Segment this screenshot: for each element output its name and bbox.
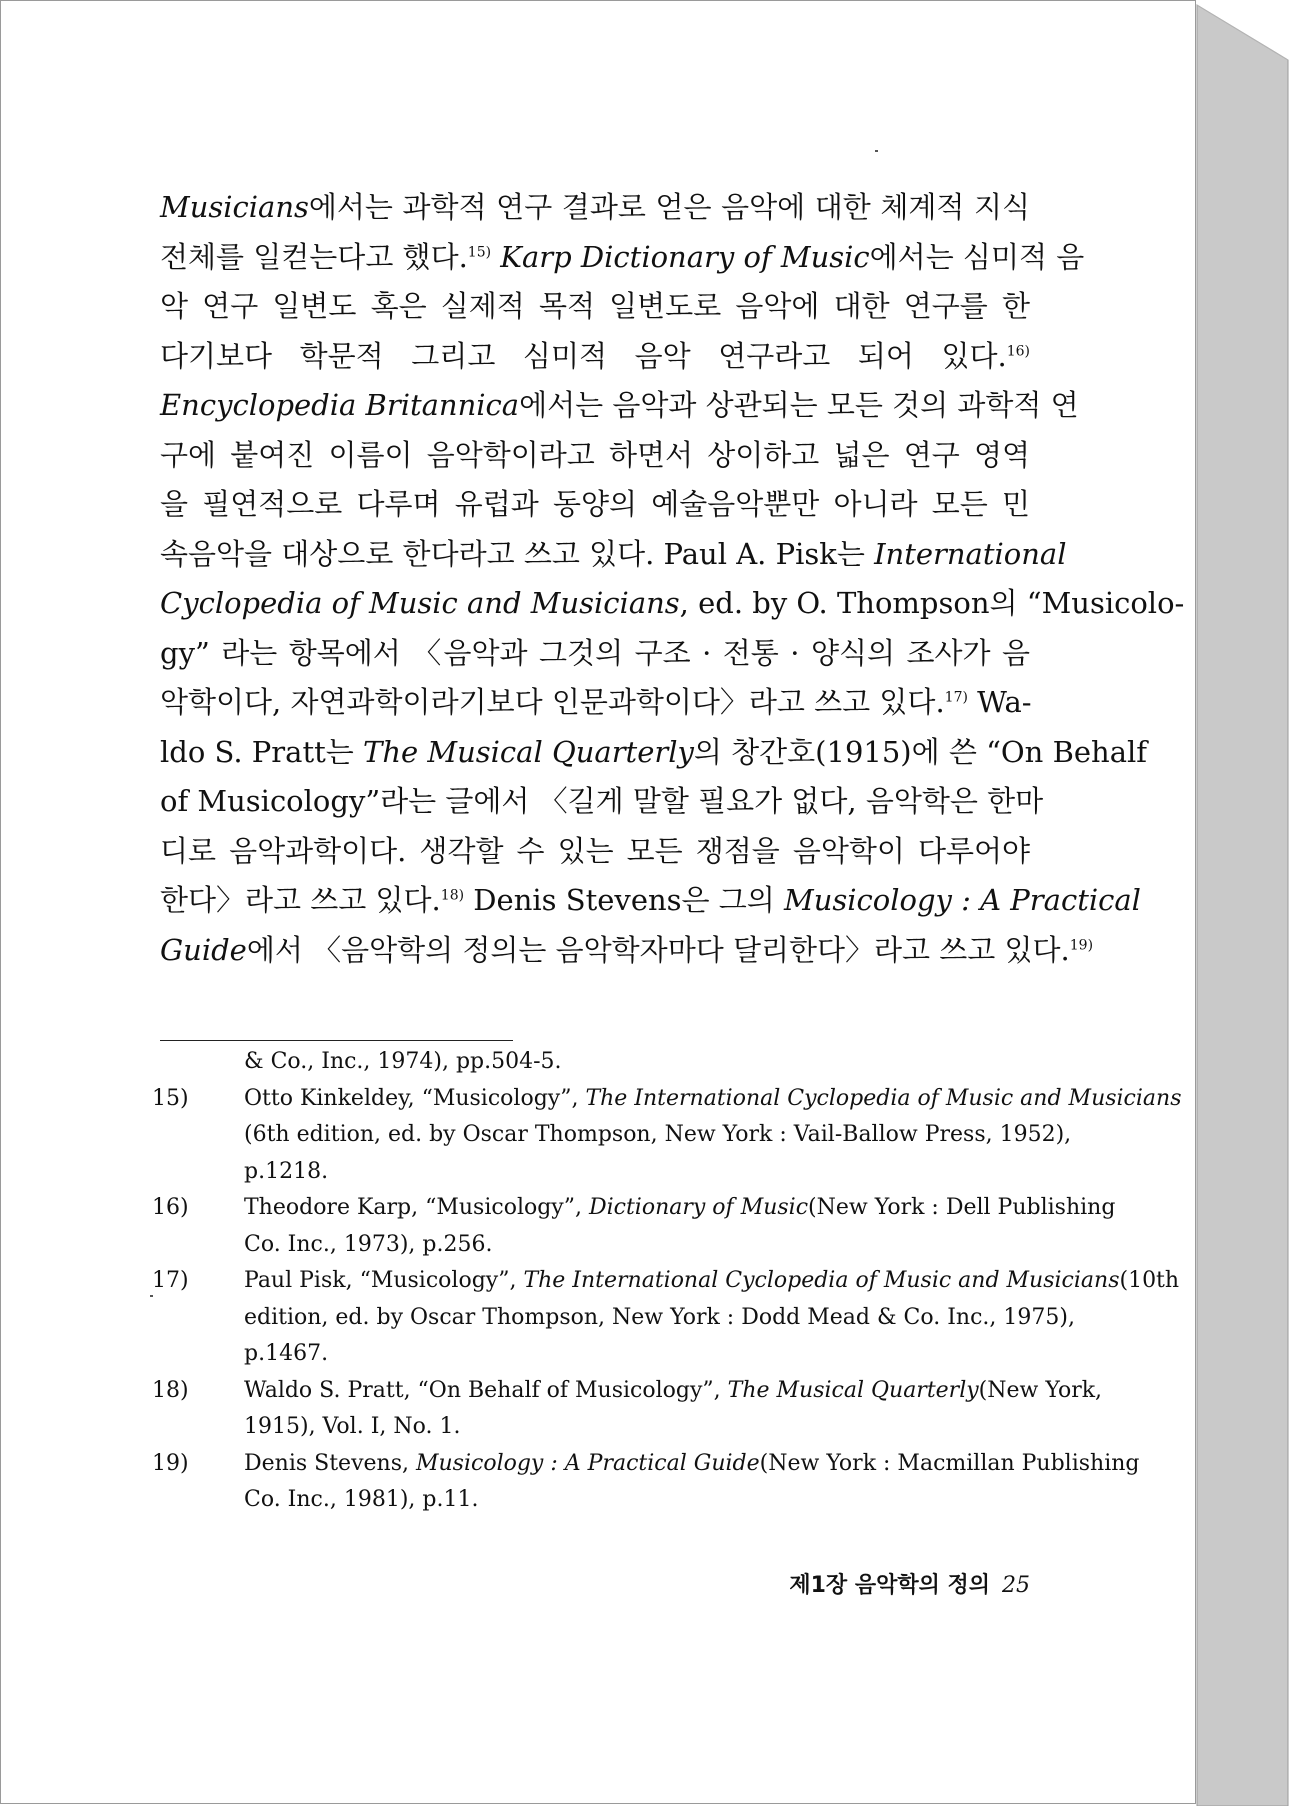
text-line [160, 827, 1030, 877]
text-line [160, 282, 1030, 332]
text-line [160, 678, 1030, 728]
text-run: 에서는 음악과 상관되는 모든 것의 과학적 연 [519, 388, 1079, 422]
footnote-number: 18) [152, 1377, 189, 1403]
text-run: (10th [1119, 1268, 1180, 1293]
text-run: 1915), Vol. I, No. 1. [244, 1414, 461, 1439]
text-run: ldo S. Pratt는 [160, 734, 363, 769]
text-run: (6th edition, ed. by Oscar Thompson, New York : Vail-Ballow Press, 1952), [244, 1122, 1072, 1147]
footnote-line [244, 1263, 1180, 1300]
footnote-number: 19) [152, 1450, 189, 1476]
text-run: 구에 붙여진 이름이 음악학이라고 하면서 상이하고 넓은 연구 영역 [160, 437, 1030, 472]
running-footer [789, 1568, 1030, 1599]
italic-title: The Musical Quarterly [363, 734, 694, 769]
text-run: Otto Kinkeldey, “Musicology”, [244, 1085, 586, 1111]
footnote-line [244, 1373, 1103, 1410]
italic-title: Karp Dictionary of Music [500, 239, 870, 274]
text-line [160, 629, 1030, 679]
footnote-line [244, 1081, 1182, 1118]
footnote-rule [160, 1040, 513, 1041]
text-run: Theodore Karp, “Musicology”, [244, 1195, 589, 1220]
text-line [160, 926, 1094, 976]
text-line [160, 431, 1030, 481]
footnote-item [152, 1263, 1180, 1373]
italic-title: Cyclopedia of Music and Musicians [160, 586, 680, 620]
footnote-item [152, 1081, 1182, 1191]
footnote-line [244, 1482, 1030, 1519]
text-run: edition, ed. by Oscar Thompson, New York : Dodd Mead & Co. Inc., 1975), [244, 1304, 1075, 1330]
page-number: 25 [1002, 1573, 1030, 1598]
italic-title: International [874, 536, 1067, 571]
footnote-item [152, 1373, 1103, 1446]
text-run: of Musicology”라는 글에서 〈길게 말할 필요가 없다, 음악학은 한마 [160, 784, 1044, 818]
italic-title: The International Cyclopedia of Music and Musicians [523, 1268, 1120, 1293]
text-line [160, 579, 1185, 629]
text-run: p.1218. [244, 1158, 329, 1184]
chapter-title: 제1장 음악학의 정의 [789, 1573, 990, 1598]
text-run: (New York : Macmillan Publishing [759, 1450, 1140, 1476]
text-run: (New York : Dell Publishing [808, 1195, 1116, 1220]
text-run: 에서는 심미적 음 [869, 239, 1085, 274]
text-line [160, 728, 1148, 778]
footnote-item [198, 1044, 1030, 1081]
text-run: Denis Stevens은 그의 [464, 883, 785, 917]
text-line [160, 777, 1044, 827]
text-run: 속음악을 대상으로 한다라고 쓰고 있다. Paul A. Pisk는 [160, 536, 875, 571]
footnote-line [244, 1409, 1030, 1446]
footnote-line [244, 1044, 1030, 1081]
text-run: p.1467. [244, 1341, 329, 1366]
text-run: 한다〉라고 쓰고 있다. [160, 883, 441, 917]
text-run: Co. Inc., 1973), p.256. [244, 1231, 493, 1257]
footnote-line [244, 1446, 1140, 1483]
text-run: 악학이다, 자연과학이라기보다 인문과학이다〉라고 쓰고 있다. [160, 685, 945, 719]
body-paragraph [160, 183, 1185, 975]
text-line [160, 530, 1067, 580]
footnote-number: 17) [152, 1268, 189, 1293]
text-line [160, 480, 1030, 530]
footnote-item [152, 1190, 1116, 1263]
text-run: 악 연구 일변도 혹은 실제적 목적 일변도로 음악에 대한 연구를 한 [160, 289, 1030, 323]
text-run: Waldo S. Pratt, “On Behalf of Musicology”, [244, 1377, 728, 1403]
footnote-ref: 19) [1069, 936, 1094, 953]
footnote-line [244, 1227, 1030, 1264]
italic-title: Encyclopedia Britannica [160, 388, 520, 422]
text-run: 을 필연적으로 다루며 유럽과 동양의 예술음악뿐만 아니라 모든 민 [160, 487, 1030, 521]
footnote-line [244, 1190, 1116, 1227]
footnote-line [244, 1336, 1030, 1373]
footnote-ref: 17) [944, 689, 968, 706]
footnote-line [244, 1117, 1072, 1154]
italic-title: Dictionary of Music [588, 1195, 809, 1220]
footnote-line [244, 1300, 1075, 1337]
italic-title: Guide [160, 932, 247, 967]
text-line [160, 381, 1079, 431]
text-run: Paul Pisk, “Musicology”, [244, 1268, 524, 1293]
text-run: 의 창간호(1915)에 쓴 “On Behalf [693, 734, 1148, 769]
text-run: 에서는 과학적 연구 결과로 얻은 음악에 대한 체계적 지식 [308, 190, 1030, 224]
footnote-number: 16) [152, 1195, 189, 1220]
text-line [160, 233, 1085, 283]
footnote-number: 15) [152, 1085, 189, 1111]
italic-title: Musicians [160, 190, 309, 224]
text-run: (New York, [978, 1377, 1103, 1403]
text-run: , ed. by O. Thompson의 “Musicolo- [679, 586, 1185, 620]
speck [875, 150, 878, 152]
text-run: 디로 음악과학이다. 생각할 수 있는 모든 쟁점을 음악학이 다루어야 [160, 833, 1030, 868]
text-run: Denis Stevens, [244, 1450, 416, 1476]
footnote-ref: 18) [440, 887, 465, 904]
text-line [160, 876, 1141, 926]
text-line [160, 183, 1030, 233]
text-run: 에서 〈음악학의 정의는 음악학자마다 달리한다〉라고 쓰고 있다. [246, 932, 1070, 967]
italic-title: The Musical Quarterly [727, 1377, 979, 1403]
text-run: 다기보다 학문적 그리고 심미적 음악 연구라고 되어 있다. [160, 338, 1007, 373]
footnote-line [244, 1154, 1030, 1191]
text-run: Co. Inc., 1981), p.11. [244, 1487, 479, 1512]
text-line [160, 332, 1030, 382]
italic-title: The International Cyclopedia of Music and Musicians [585, 1085, 1182, 1111]
text-run: 전체를 일컫는다고 했다. [160, 239, 468, 274]
footnote-ref: 16) [1006, 342, 1030, 359]
text-run: Wa- [967, 685, 1032, 719]
text-run: & Co., Inc., 1974), pp.504-5. [244, 1049, 562, 1074]
italic-title: Musicology : A Practical [784, 883, 1141, 917]
text-run: gy” 라는 항목에서 〈음악과 그것의 구조 · 전통 · 양식의 조사가 음 [160, 635, 1030, 670]
text-run [491, 240, 500, 274]
page-stack-edge [1196, 0, 1289, 1806]
footnote-ref: 15) [467, 243, 492, 260]
footnote-item [152, 1446, 1140, 1519]
footnotes [152, 1044, 1182, 1519]
italic-title: Musicology : A Practical Guide [415, 1450, 760, 1476]
